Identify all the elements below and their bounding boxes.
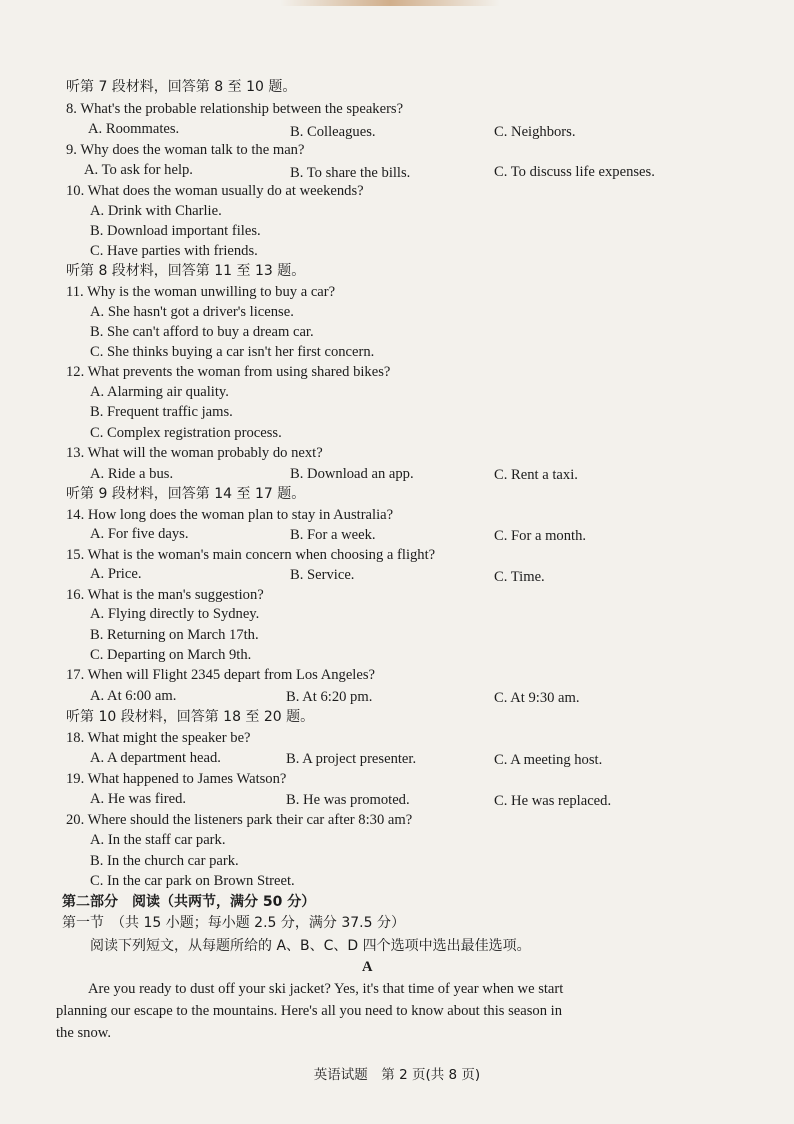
option-11b: B. She can't afford to buy a dream car. [90, 324, 314, 340]
option-18b: B. A project presenter. [286, 751, 417, 767]
option-19c: C. He was replaced. [494, 793, 612, 809]
question-15: 15. What is the woman's main concern when choosing a flight? [66, 547, 436, 563]
option-12a: A. Alarming air quality. [90, 384, 229, 400]
question-17: 17. When will Flight 2345 depart from Los Angeles? [66, 667, 375, 683]
option-12b: B. Frequent traffic jams. [90, 404, 233, 420]
question-16: 16. What is the man's suggestion? [66, 587, 264, 603]
section-one-title: 第一节 （共 15 小题；每小题 2.5 分，满分 37.5 分） [62, 915, 405, 931]
option-9c: C. To discuss life expenses. [494, 164, 655, 180]
question-14: 14. How long does the woman plan to stay in Australia? [66, 507, 394, 523]
option-11c: C. She thinks buying a car isn't her first concern. [90, 344, 375, 360]
option-15b: B. Service. [290, 567, 355, 583]
option-17a: A. At 6:00 am. [90, 688, 177, 704]
option-10b: B. Download important files. [90, 223, 261, 239]
reading-instruction: 阅读下列短文，从每题所给的 A、B、C、D 四个选项中选出最佳选项。 [90, 938, 531, 954]
option-15c: C. Time. [494, 569, 545, 585]
passage-line: the snow. [56, 1025, 111, 1041]
section-heading: 听第 8 段材料，回答第 11 至 13 题。 [66, 263, 306, 279]
section-heading: 听第 10 段材料，回答第 18 至 20 题。 [66, 709, 315, 725]
option-13c: C. Rent a taxi. [494, 467, 578, 483]
option-15a: A. Price. [90, 566, 142, 582]
option-17c: C. At 9:30 am. [494, 690, 580, 706]
question-11: 11. Why is the woman unwilling to buy a car? [66, 284, 336, 300]
passage-line: planning our escape to the mountains. Here's all you need to know about this season in [56, 1003, 563, 1019]
option-19b: B. He was promoted. [286, 792, 410, 808]
option-8b: B. Colleagues. [290, 124, 376, 140]
option-18c: C. A meeting host. [494, 752, 603, 768]
option-16c: C. Departing on March 9th. [90, 647, 252, 663]
question-9: 9. Why does the woman talk to the man? [66, 142, 305, 158]
part-two-title: 第二部分 阅读（共两节，满分 50 分） [62, 894, 316, 910]
option-9a: A. To ask for help. [84, 162, 193, 178]
question-10: 10. What does the woman usually do at weekends? [66, 183, 364, 199]
passage-line: Are you ready to dust off your ski jacket? Yes, it's that time of year when we start [88, 981, 564, 997]
option-11a: A. She hasn't got a driver's license. [90, 304, 294, 320]
option-16b: B. Returning on March 17th. [90, 627, 259, 643]
question-20: 20. Where should the listeners park their car after 8:30 am? [66, 812, 413, 828]
option-8c: C. Neighbors. [494, 124, 576, 140]
question-12: 12. What prevents the woman from using shared bikes? [66, 364, 391, 380]
page-footer: 英语试题 第 2 页(共 8 页) [313, 1067, 481, 1083]
option-17b: B. At 6:20 pm. [286, 689, 373, 705]
section-heading: 听第 7 段材料，回答第 8 至 10 题。 [66, 79, 297, 95]
option-12c: C. Complex registration process. [90, 425, 282, 441]
option-18a: A. A department head. [90, 750, 221, 766]
option-20a: A. In the staff car park. [90, 832, 226, 848]
option-10c: C. Have parties with friends. [90, 243, 258, 259]
question-13: 13. What will the woman probably do next? [66, 445, 323, 461]
option-14b: B. For a week. [290, 527, 376, 543]
question-8: 8. What's the probable relationship between the speakers? [66, 101, 404, 117]
option-14c: C. For a month. [494, 528, 587, 544]
option-19a: A. He was fired. [90, 791, 187, 807]
option-9b: B. To share the bills. [290, 165, 411, 181]
option-20c: C. In the car park on Brown Street. [90, 873, 295, 889]
passage-label: A [362, 959, 373, 975]
option-13b: B. Download an app. [290, 466, 414, 482]
option-16a: A. Flying directly to Sydney. [90, 606, 260, 622]
question-19: 19. What happened to James Watson? [66, 771, 287, 787]
option-14a: A. For five days. [90, 526, 189, 542]
section-heading: 听第 9 段材料，回答第 14 至 17 题。 [66, 486, 306, 502]
option-20b: B. In the church car park. [90, 853, 239, 869]
option-13a: A. Ride a bus. [90, 466, 174, 482]
option-8a: A. Roommates. [88, 121, 180, 137]
question-18: 18. What might the speaker be? [66, 730, 251, 746]
option-10a: A. Drink with Charlie. [90, 203, 222, 219]
